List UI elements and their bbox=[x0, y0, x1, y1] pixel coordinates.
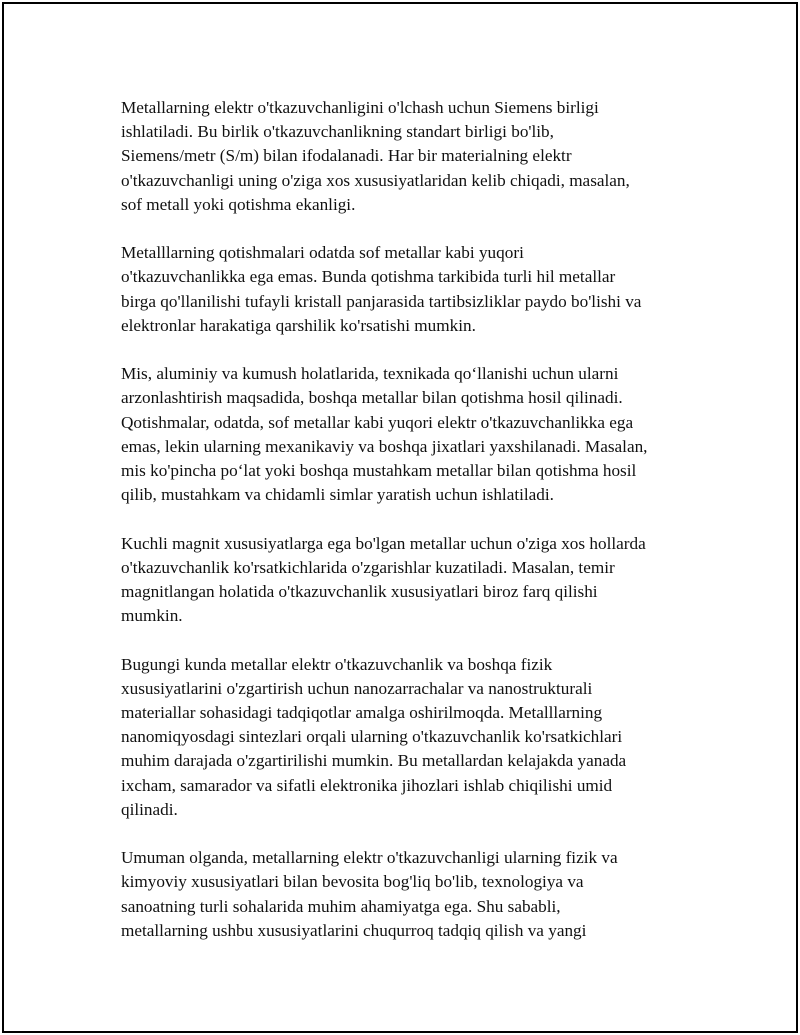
paragraph-copper-aluminium-silver: Mis, aluminiy va kumush holatlarida, texnikada qo‘llanishi uchun ularni arzonlashtirish maqsadida, boshqa metallar bilan qotishma hosil qilinadi. Qotishmalar, odatda, sof metallar kabi yuqori elektr o'tkazuvchanlikka ega emas, lekin ularning mexanikaviy va boshqa jixatlari yaxshilanadi. Masalan, mis ko'pincha po‘lat yoki boshqa mustahkam metallar bilan qotishma hosil qilib, mustahkam va chidamli simlar yaratish uchun ishlatiladi. bbox=[121, 364, 648, 505]
document-body bbox=[121, 96, 711, 967]
paragraph-conclusion: Umuman olganda, metallarning elektr o'tkazuvchanligi ularning fizik va kimyoviy xususiyatlari bilan bevosita bog'liq bo'lib, texnologiya va sanoatning turli sohalarida muhim ahamiyatga ega. Shu sababli, metallarning ushbu xususiyatlarini chuqurroq tadqiq qilish va yangi bbox=[121, 848, 618, 940]
paragraph-alloys-conductivity: Metalllarning qotishmalari odatda sof metallar kabi yuqori o'tkazuvchanlikka ega emas. Bunda qotishma tarkibida turli hil metallar birga qo'llanilishi tufayli kristall panjarasida tartibsizliklar paydo bo'lishi va elektronlar harakatiga qarshilik ko'rsatishi mumkin. bbox=[121, 243, 642, 335]
paragraph-siemens-unit: Metallarning elektr o'tkazuvchanligini o'lchash uchun Siemens birligi ishlatiladi. Bu birlik o'tkazuvchanlikning standart birligi bo'lib, Siemens/metr (S/m) bilan ifodalanadi. Har bir materialning elektr o'tkazuvchanligi uning o'ziga xos xususiyatlaridan kelib chiqadi, masalan, sof metall yoki qotishma ekanligi. bbox=[121, 98, 630, 214]
page-frame bbox=[2, 2, 798, 1033]
paragraph-magnetic-metals: Kuchli magnit xususiyatlarga ega bo'lgan metallar uchun o'ziga xos hollarda o'tkazuvchanlik ko'rsatkichlarida o'zgarishlar kuzatiladi. Masalan, temir magnitlangan holatida o'tkazuvchanlik xususiyatlari biroz farq qilishi mumkin. bbox=[121, 533, 646, 626]
paragraph-nanostructures: Bugungi kunda metallar elektr o'tkazuvchanlik va boshqa fizik xususiyatlarini o'zgartirish uchun nanozarrachalar va nanostrukturali materiallar sohasidagi tadqiqotlar amalga oshirilmoqda. Metalllarning nanomiqyosdagi sintezlari orqali ularning o'tkazuvchanlik ko'rsatkichlari muhim darajada o'zgartirilishi mumkin. Bu metallardan kelajakda yanada ixcham, samarador va sifatli elektronika jihozlari ishlab chiqilishi umid qilinadi. bbox=[121, 654, 627, 819]
